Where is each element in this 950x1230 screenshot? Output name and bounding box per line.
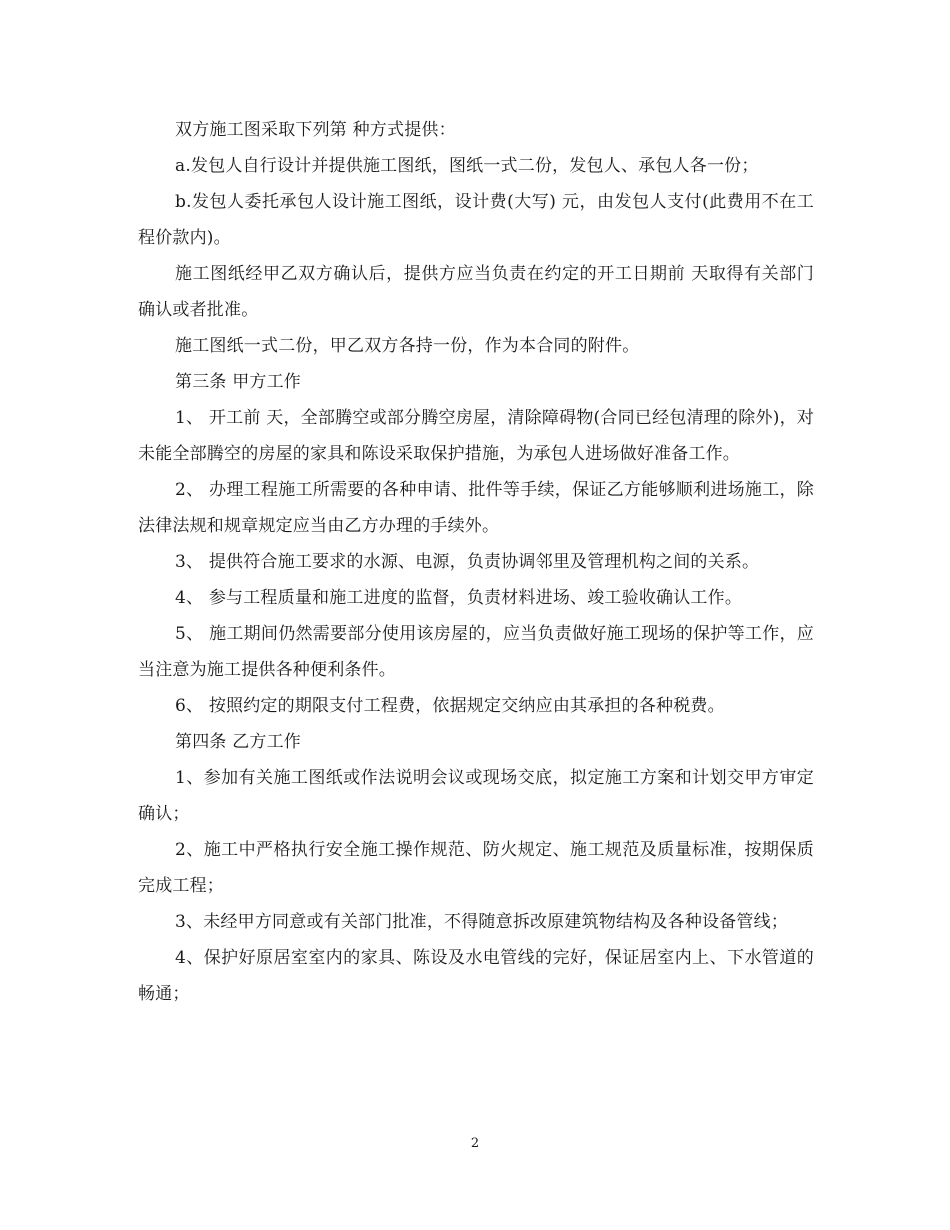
party-a-item-1: 1、 开工前 天，全部腾空或部分腾空房屋，清除障碍物(合同已经包清理的除外)，对未能全部腾空的房屋的家具和陈设采取保护措施，为承包人进场做好准备工作。	[138, 408, 814, 464]
party-a-item-4: 4、 参与工程质量和施工进度的监督，负责材料进场、竣工验收确认工作。	[175, 588, 743, 608]
party-a-item-5: 5、 施工期间仍然需要部分使用该房屋的，应当负责做好施工现场的保护等工作，应当注意为施工提供各种便利条件。	[138, 624, 814, 680]
party-a-item-3: 3、 提供符合施工要求的水源、电源，负责协调邻里及管理机构之间的关系。	[175, 552, 760, 572]
document-body	[138, 112, 814, 1012]
paragraph-drawing-approval: 施工图纸经甲乙双方确认后，提供方应当负责在约定的开工日期前 天取得有关部门确认或者批准。	[138, 264, 814, 320]
article-3-heading: 第三条 甲方工作	[175, 372, 302, 392]
party-b-item-1: 1、参加有关施工图纸或作法说明会议或现场交底，拟定施工方案和计划交甲方审定确认；	[138, 768, 814, 824]
party-a-item-6: 6、 按照约定的期限支付工程费，依据规定交纳应由其承担的各种税费。	[175, 696, 725, 716]
paragraph-drawing-method: 双方施工图采取下列第 种方式提供：	[175, 120, 456, 140]
page-number: 2	[470, 1136, 480, 1151]
paragraph-option-b: b.发包人委托承包人设计施工图纸，设计费(大写) 元，由发包人支付(此费用不在工程价款内)。	[138, 192, 814, 248]
party-a-item-2: 2、 办理工程施工所需要的各种申请、批件等手续，保证乙方能够顺利进场施工，除法律法规和规章规定应当由乙方办理的手续外。	[138, 480, 814, 536]
party-b-item-4: 4、保护好原居室室内的家具、陈设及水电管线的完好，保证居室内上、下水管道的畅通；	[138, 948, 814, 1004]
paragraph-option-a: a.发包人自行设计并提供施工图纸，图纸一式二份，发包人、承包人各一份；	[175, 156, 759, 176]
article-4-heading: 第四条 乙方工作	[175, 732, 302, 752]
party-b-item-2: 2、施工中严格执行安全施工操作规范、防火规定、施工规范及质量标准，按期保质完成工程；	[138, 840, 814, 896]
paragraph-drawing-copies: 施工图纸一式二份，甲乙双方各持一份，作为本合同的附件。	[175, 336, 640, 356]
party-b-item-3: 3、未经甲方同意或有关部门批准，不得随意拆改原建筑物结构及各种设备管线；	[175, 912, 789, 932]
